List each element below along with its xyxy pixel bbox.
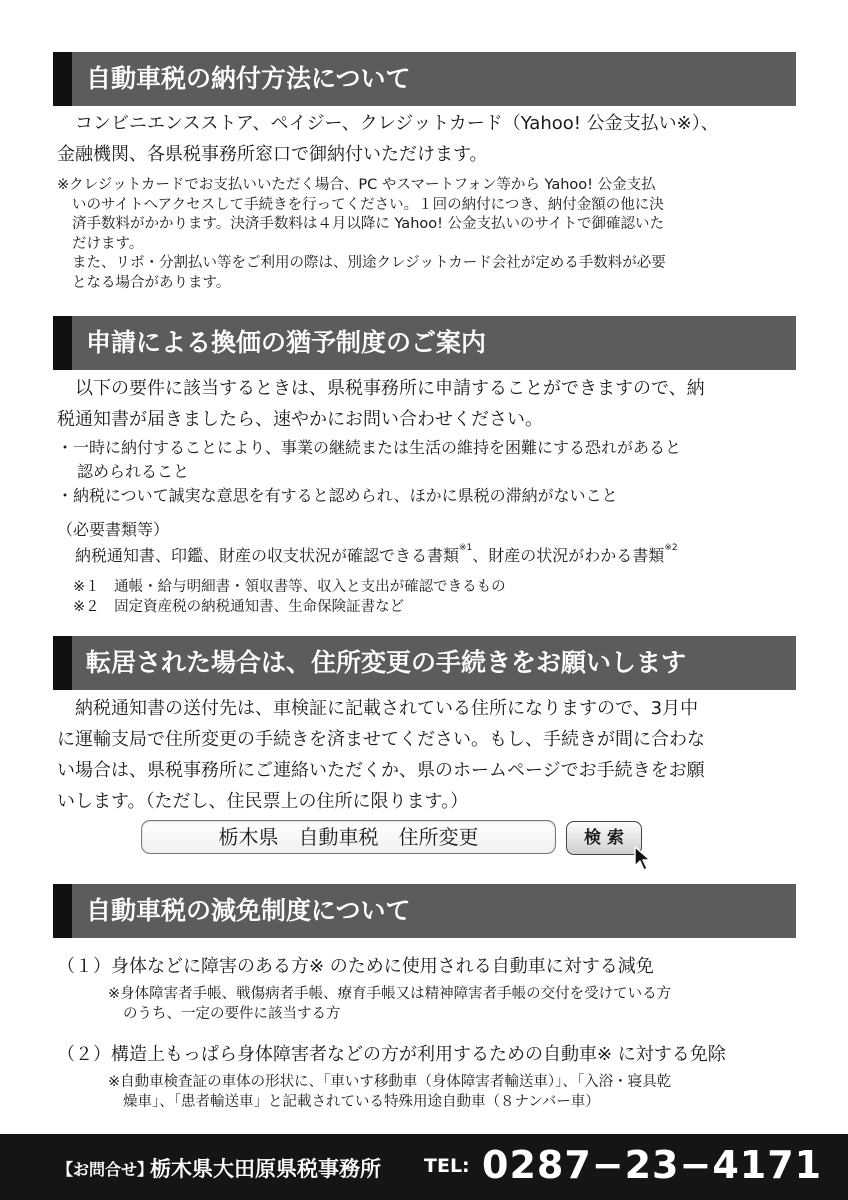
section-heading-deferral: 申請による換価の猶予制度のご案内 bbox=[53, 316, 796, 370]
section-heading-exemption: 自動車税の減免制度について bbox=[53, 884, 796, 938]
payment-note: ※クレジットカードでお支払いいただく場合、PC やスマートフォン等から Yahoo! 公金支払 いのサイトへアクセスして手続きを行ってください。１回の納付につき、納付金額の他に決 済手数料がかかります。決済手数料は４月以降に Yahoo! 公金支払いのサイトで御確認いた だけます。 また、リボ・分割払い等をご利用の際は、別途クレジットカード会社が定める手数料が必要 となる場合があります。 bbox=[57, 177, 666, 291]
deferral-requirements: ・一時に納付することにより、事業の継続または生活の維持を困難にする恐れがあると 認められること ・納税について誠実な意思を有すると認められ、ほかに県税の滞納がないこと bbox=[57, 438, 682, 505]
tel-label: TEL: bbox=[424, 1155, 470, 1177]
phone-number: 0287−23−4171 bbox=[482, 1143, 823, 1187]
section-heading-payment: 自動車税の納付方法について bbox=[53, 52, 796, 106]
deferral-body: 以下の要件に該当するときは、県税事務所に申請することができますので、納 税通知書が届きましたら、速やかにお問い合わせください。 bbox=[57, 378, 705, 430]
docs-list: 納税通知書、印鑑、財産の収支状況が確認できる書類$^{※1}$、財産の状況がわかる書類$^{※2}$ bbox=[75, 543, 678, 565]
mouse-cursor-icon bbox=[634, 846, 652, 872]
section-heading-address-change: 転居された場合は、住所変更の手続きをお願いします bbox=[53, 636, 796, 690]
exemption-item-1-note: ※身体障害者手帳、戦傷病者手帳、療育手帳又は精神障害者手帳の交付を受けている方 のうち、一定の要件に該当する方 bbox=[108, 986, 672, 1022]
exemption-item-1: （１）身体などに障害のある方※ のために使用される自動車に対する減免 bbox=[57, 956, 654, 977]
exemption-item-2-note: ※自動車検査証の車体の形状に、「車いす移動車（身体障害者輸送車）」、「入浴・寝具乾 燥車」、「患者輸送車」と記載されている特殊用途自動車（８ナンバー車） bbox=[108, 1074, 672, 1110]
search-button[interactable]: 検 索 bbox=[566, 821, 642, 855]
contact-label: 【お問合せ】 bbox=[57, 1160, 154, 1179]
address-body: 納税通知書の送付先は、車検証に記載されている住所になりますので、3月中 に運輸支局で住所変更の手続きを済ませてください。もし、手続きが間に合わな い場合は、県税事務所にご連絡いただくか、県のホームページでお手続きをお願 いします。（ただし、住民票上の住所に限ります。） bbox=[57, 698, 705, 812]
exemption-item-2: （２）構造上もっぱら身体障害者などの方が利用するための自動車※ に対する免除 bbox=[57, 1044, 726, 1065]
docs-footnotes: ※１ 通帳・給与明細書・領収書等、収入と支出が確認できるもの ※２ 固定資産税の納税通知書、生命保険証書など bbox=[73, 579, 506, 615]
docs-heading: （必要書類等） bbox=[57, 520, 170, 539]
payment-body: コンビニエンスストア、ペイジー、クレジットカード（Yahoo! 公金支払い※）、 金融機関、各県税事務所窓口で御納付いただけます。 bbox=[57, 113, 719, 165]
office-name: 栃木県大田原県税事務所 bbox=[150, 1157, 381, 1181]
search-input[interactable]: 栃木県 自動車税 住所変更 bbox=[141, 820, 556, 854]
contact-footer bbox=[0, 1134, 848, 1200]
